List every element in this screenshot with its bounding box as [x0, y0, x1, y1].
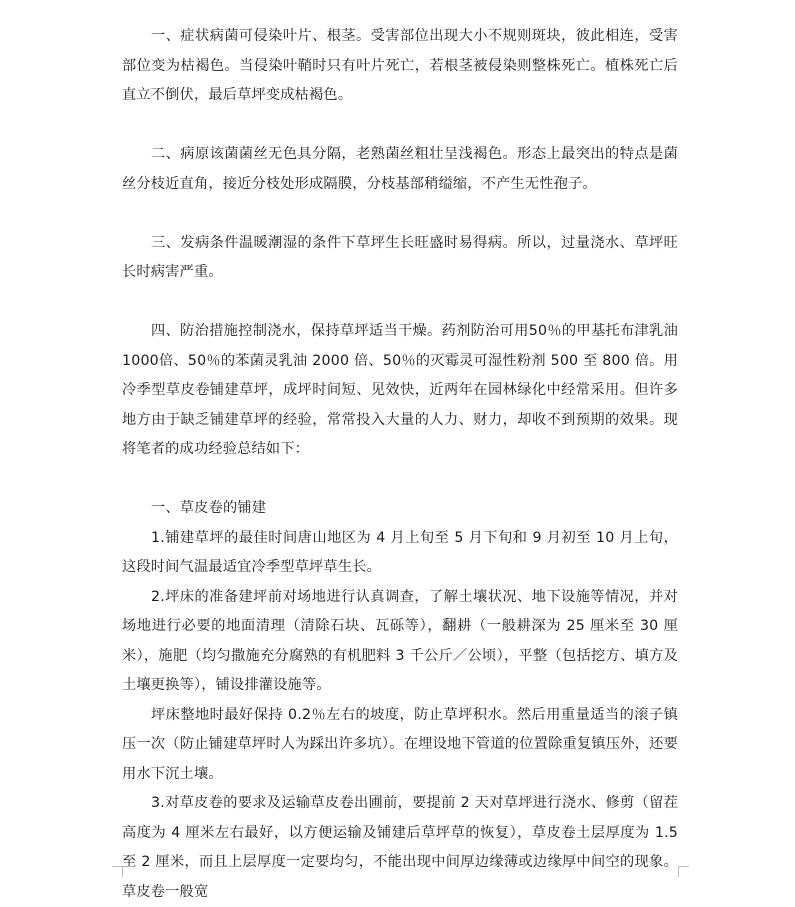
paragraph-spacer	[122, 288, 678, 318]
page-corner-mark	[112, 866, 123, 877]
paragraph-spacer	[122, 465, 678, 495]
paragraph-bed-preparation: 2.坪床的准备建坪前对场地进行认真调查，了解土壤状况、地下设施等情况，并对场地进行必要的地面清理（清除石块、瓦砾等），翻耕（一般耕深为 25 厘米至 30 厘米），施肥（均匀撒施充分腐熟的有机肥料 3 千公斤／公顷），平整（包括挖方、填方及土壤更换等），铺设排灌设施等。	[122, 588, 678, 693]
paragraph-conditions: 三、发病条件温暖潮湿的条件下草坪生长旺盛时易得病。所以，过量浇水、草坪旺长时病害严重。	[122, 234, 678, 280]
paragraph-symptoms: 一、症状病菌可侵染叶片、根茎。受害部位出现大小不规则斑块，彼此相连，受害部位变为枯褐色。当侵染叶鞘时只有叶片死亡，若根茎被侵染则整株死亡。植株死亡后直立不倒伏，最后草坪变成枯褐色。	[122, 28, 678, 103]
page-corner-mark	[678, 866, 689, 877]
paragraph-timing: 1.铺建草坪的最佳时间唐山地区为 4 月上旬至 5 月下旬和 9 月初至 10 月上旬，这段时间气温最适宜冷季型草坪草生长。	[122, 529, 678, 575]
document-body	[122, 22, 678, 907]
paragraph-pathogen: 二、病原该菌菌丝无色具分隔，老熟菌丝粗壮呈浅褐色。形态上最突出的特点是菌丝分枝近直角，接近分枝处形成隔膜，分枝基部稍缢缩，不产生无性孢子。	[122, 146, 678, 192]
paragraph-spacer	[122, 111, 678, 141]
section-heading: 一、草皮卷的铺建	[151, 500, 267, 516]
paragraph-control: 四、防治措施控制浇水，保持草坪适当干燥。药剂防治可用50％的甲基托布津乳油 1000倍、50％的苯菌灵乳油 2000 倍、50％的灭霉灵可湿性粉剂 500 至 800 倍。用冷季型草皮卷铺建草坪，成坪时间短、见效快，近两年在园林绿化中经常采用。但许多地方由于缺乏铺建草坪的经验，常常投入大量的人力、财力，却收不到预期的效果。现将笔者的成功经验总结如下：	[122, 323, 678, 457]
paragraph-grading: 坪床整地时最好保持 0.2％左右的坡度，防止草坪积水。然后用重量适当的滚子镇压一次（防止铺建草坪时人为踩出许多坑）。在埋设地下管道的位置除重复镇压外，还要用水下沉土壤。	[122, 706, 678, 782]
paragraph-sod-requirements: 3.对草皮卷的要求及运输草皮卷出圃前，要提前 2 天对草坪进行浇水、修剪（留茬高度为 4 厘米左右最好，以方便运输及铺建后草坪草的恢复），草皮卷土层厚度为 1.5 至 2 厘米，而且上层厚度一定要均匀，不能出现中间厚边缘薄或边缘厚中间空的现象。草皮卷一般宽	[122, 795, 678, 900]
paragraph-spacer	[122, 199, 678, 229]
